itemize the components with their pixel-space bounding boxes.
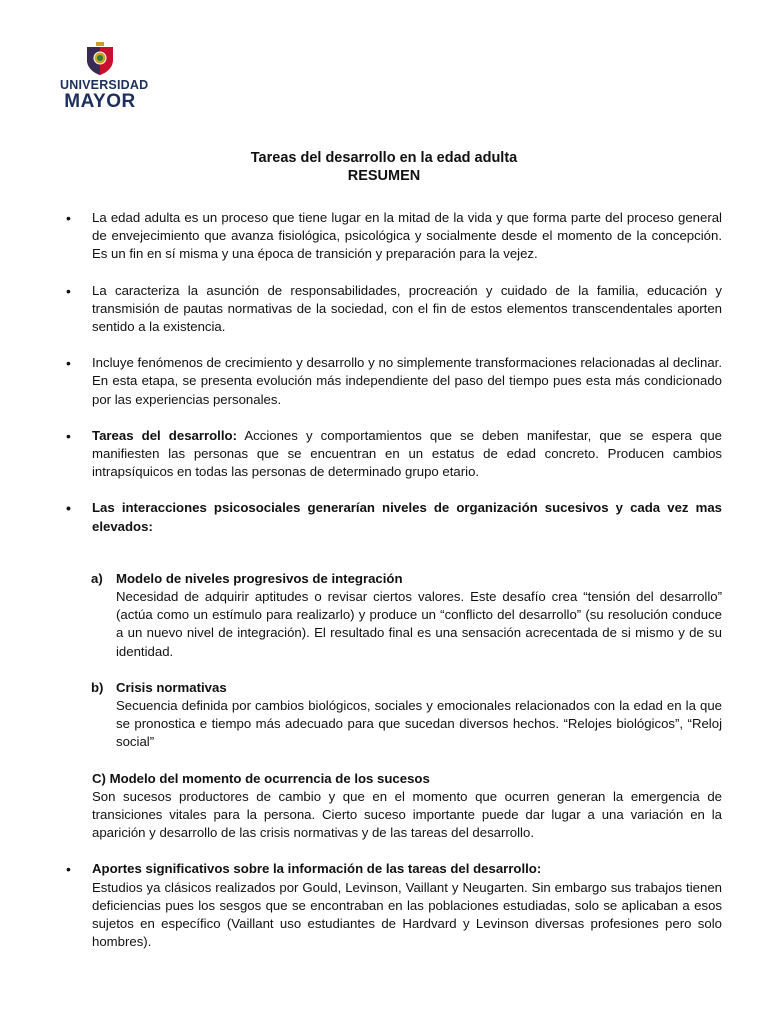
- section-c-text: Son sucesos productores de cambio y que en el momento que ocurren generan la emergencia de transiciones vitales para la persona. Cierto suceso importante puede dar lugar a una variación en la aparición y desarrollo de las crisis normativas y de las tareas del desarrollo.: [92, 788, 722, 841]
- bullet-item-2: [66, 282, 722, 337]
- subsection-heading: Crisis normativas: [116, 679, 227, 695]
- title-line-2: RESUMEN: [347, 168, 421, 184]
- bullet-item-4: [66, 427, 722, 482]
- university-logo: [60, 42, 149, 112]
- bullet-text: La caracteriza la asunción de responsabilidades, procreación y cuidado de la familia, educación y transmisión de pautas normativas de la sociedad, con el fin de estos elementos transcendentales aporten sentido a la existencia.: [92, 282, 722, 335]
- bullet-dot-icon: •: [66, 500, 71, 517]
- bullet-dot-icon: •: [66, 861, 71, 878]
- subsection-text: Secuencia definida por cambios biológicos, sociales y emocionales relacionados con la edad en la que se pronostica e tiempo más adecuado para que sucedan diversos hechos. “Relojes biológicos”, “Reloj social”: [116, 698, 722, 750]
- bullet-dot-icon: •: [66, 210, 71, 226]
- subsection-a: [66, 570, 722, 661]
- university-crest-icon: [85, 42, 115, 76]
- bullet-heading: Aportes significativos sobre la información de las tareas del desarrollo:: [92, 861, 542, 877]
- bullet-text: Las interacciones psicosociales generarían niveles de organización sucesivos y cada vez mas elevados:: [92, 500, 722, 534]
- bullet-item-3: [66, 354, 722, 409]
- section-c-heading: C) Modelo del momento de ocurrencia de los sucesos: [92, 770, 430, 786]
- subsection-letter: a): [91, 570, 103, 586]
- subsection-letter: b): [91, 679, 104, 695]
- bullet-text: Acciones y comportamientos que se deben manifestar, que se espera que manifiesten las personas que se encuentran en un estatus de edad concreto. Producen cambios intrapsíquicos en todas las personas de determinado grupo etario.: [92, 427, 722, 480]
- bullet-dot-icon: •: [66, 427, 71, 444]
- section-c: [66, 770, 722, 843]
- bullet-item-aportes: [66, 860, 722, 951]
- bullet-item-1: [66, 209, 722, 264]
- bullet-text: La edad adulta es un proceso que tiene lugar en la mitad de la vida y que forma parte del proceso general de envejecimiento que avanza fisiológica, psicológica y socialmente desde el momento de la concepción. Es un fin en sí misma y una época de transición y preparación para la vejez.: [92, 210, 722, 262]
- bullet-dot-icon: •: [66, 355, 71, 372]
- subsection-text: Necesidad de adquirir aptitudes o revisar ciertos valores. Este desafío crea “tensión del desarrollo” (actúa como un estímulo para realizarlo) y produce un “conflicto del desarrollo” (su resolución conduce a un nuevo nivel de integración). El resultado final es una sensación acrecentada de si mismo y de su identidad.: [116, 589, 722, 659]
- subsection-heading: Modelo de niveles progresivos de integración: [116, 570, 403, 586]
- document-body: [66, 209, 722, 952]
- bullet-item-5: [66, 499, 722, 535]
- subsection-b: [66, 679, 722, 752]
- logo-line-mayor: MAYOR: [64, 91, 136, 112]
- bullet-text: Incluye fenómenos de crecimiento y desarrollo y no simplemente transformaciones relacionadas al declinar. En esta etapa, se presenta evolución más independiente del paso del tiempo pues esta más condicionado por las experiencias personales.: [92, 355, 722, 407]
- document-title: [0, 149, 768, 185]
- bullet-dot-icon: •: [66, 282, 71, 299]
- logo-line-universidad: UNIVERSIDAD: [60, 78, 149, 92]
- bullet-bold-lead: Tareas del desarrollo:: [92, 427, 237, 443]
- title-line-1: Tareas del desarrollo en la edad adulta: [250, 150, 518, 166]
- bullet-text: Estudios ya clásicos realizados por Gould, Levinson, Vaillant y Neugarten. Sin embargo sus trabajos tienen deficiencias pues los sesgos que se encontraban en las poblaciones estudiadas, solo se aplicaban a esos sujetos en específico (Vaillant uso estudiantes de Hardvard y Levinson diversas profesiones pero solo hombres).: [92, 879, 722, 950]
